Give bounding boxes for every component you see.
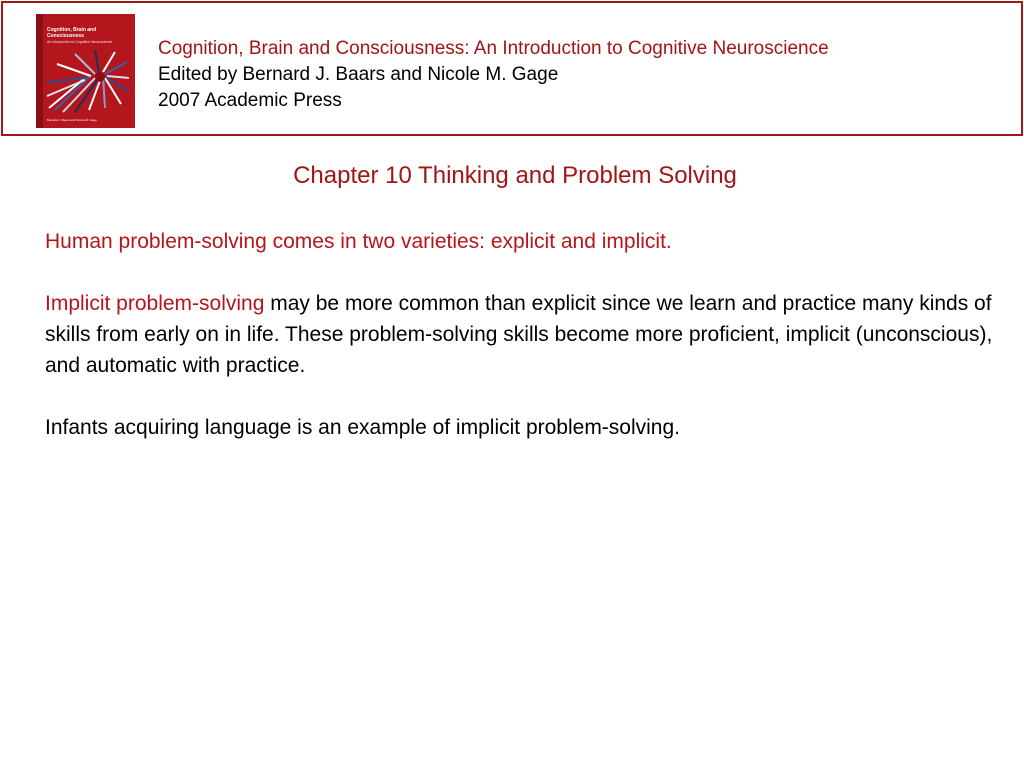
book-spine [36,14,43,128]
cover-subtitle: An Introduction to Cognitive Neuroscience [47,40,113,44]
cover-editors: Bernard J. Baars and Nicole M. Gage [47,118,97,122]
chapter-title: Chapter 10 Thinking and Problem Solving [293,162,737,189]
book-editors: Edited by Bernard J. Baars and Nicole M. Gage [158,64,559,85]
implicit-paragraph [45,288,1005,381]
cover-title: Cognition, Brain and Consciousness [47,27,97,39]
book-publisher: 2007 Academic Press [158,90,342,111]
header-banner [1,1,1023,136]
example-paragraph: Infants acquiring language is an example of implicit problem-solving. [45,416,681,439]
book-cover-image [36,14,135,128]
intro-paragraph: Human problem-solving comes in two varieties: explicit and implicit. [45,230,672,253]
book-citation [158,36,829,114]
book-title: Cognition, Brain and Consciousness: An Introduction to Cognitive Neuroscience [158,38,829,59]
implicit-term: Implicit problem-solving [45,292,265,315]
slide-body [45,226,1005,474]
cover-artwork [45,48,131,114]
implicit-description: may be more common than explicit since we learn and practice many kinds of skills from early on in life. These problem-solving skills become more proficient, implicit (unconscious), and automatic with practice. [45,292,993,377]
